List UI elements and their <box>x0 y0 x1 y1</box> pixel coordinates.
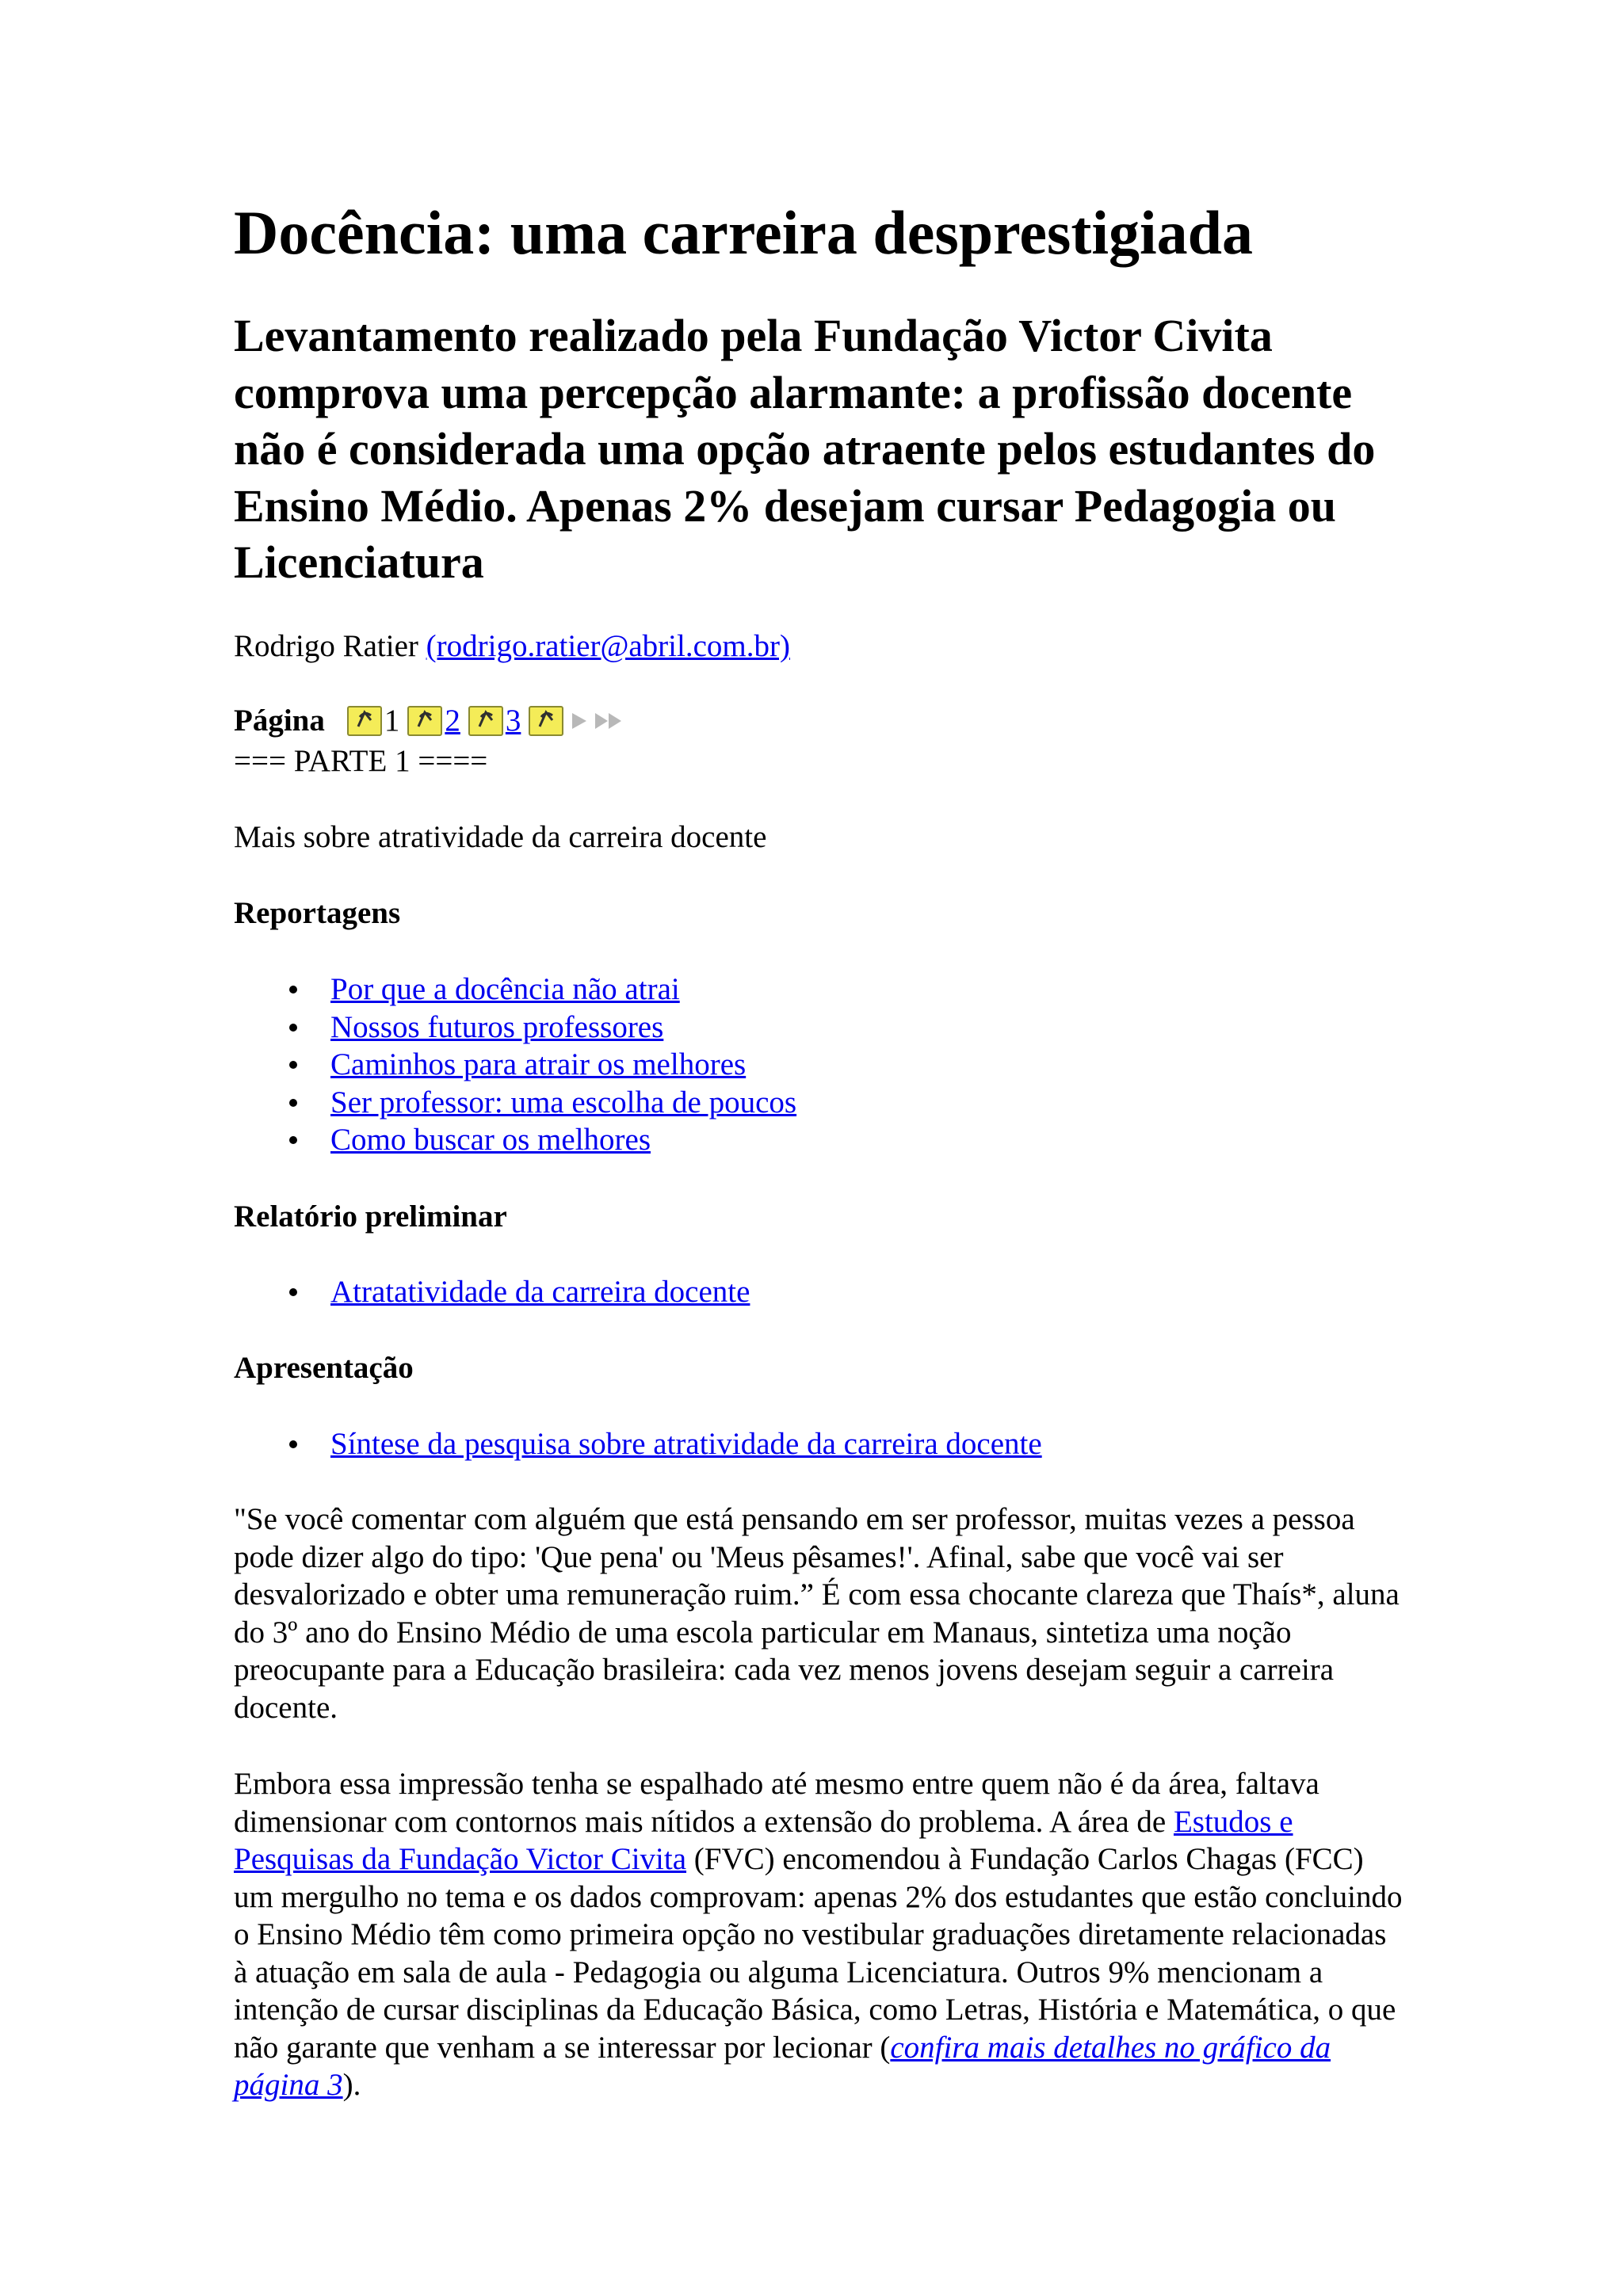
page-nav-icon[interactable] <box>347 706 382 736</box>
reportagens-list <box>234 971 796 1159</box>
bullet <box>289 1024 297 1032</box>
link-caminhos[interactable]: Caminhos para atrair os melhores <box>330 1047 747 1081</box>
link-sintese[interactable]: Síntese da pesquisa sobre atratividade da carreira docente <box>330 1427 1042 1461</box>
link-estudos-pesquisas[interactable]: Estudos e Pesquisas da Fundação Victor Civita <box>234 1804 1293 1876</box>
link-atratividade[interactable]: Atratatividade da carreira docente <box>330 1275 750 1309</box>
author-name: Rodrigo Ratier <box>234 629 426 663</box>
page-2-link[interactable]: 2 <box>445 704 460 738</box>
page-3-link[interactable]: 3 <box>505 704 521 738</box>
link-como-buscar[interactable]: Como buscar os melhores <box>330 1123 651 1157</box>
page-nav-icon[interactable] <box>468 706 503 736</box>
page-title: Docência: uma carreira desprestigiada <box>234 198 1254 267</box>
list-item <box>234 1084 796 1122</box>
apresentacao-list <box>234 1425 1042 1463</box>
author-line <box>234 627 790 666</box>
paragraph-quote: "Se você comentar com alguém que está pensando em ser professor, muitas vezes a pessoa pode dizer algo do tipo: 'Que pena' ou 'Meus pêsames!'. Afinal, sabe que você vai ser desvalorizado e obter uma remuneração ruim.” É com essa chocante clareza que Thaís*, aluna do 3º ano do Ensino Médio de uma escola particular em Manaus, sintetiza uma noção preocupante para a Educação brasileira: cada vez menos jovens desejam seguir a carreira docente. <box>234 1502 1400 1725</box>
paragraph-survey <box>234 1765 1407 2104</box>
section-heading-reportagens: Reportagens <box>234 896 401 930</box>
page-1-current: 1 <box>384 704 400 738</box>
pagination <box>234 702 624 740</box>
next-page-icon[interactable] <box>569 711 590 731</box>
author-email-link[interactable]: (rodrigo.ratier@abril.com.br) <box>426 629 790 663</box>
bullet <box>289 1288 297 1296</box>
paragraph-text: ). <box>342 2068 361 2102</box>
last-page-icon[interactable] <box>593 711 624 731</box>
page-nav-icon[interactable] <box>407 706 442 736</box>
link-ser-professor[interactable]: Ser professor: uma escolha de poucos <box>330 1085 797 1119</box>
list-item <box>234 1121 796 1159</box>
section-heading-relatorio: Relatório preliminar <box>234 1199 507 1234</box>
pager-label: Página <box>234 704 325 738</box>
paragraph-text: (FVC) encomendou à Fundação Carlos Chagas (FCC) um mergulho no tema e os dados comprovam: apenas 2% dos estudantes que estão concluindo o Ensino Médio têm como primeira opção no vestibular graduações diretamente relacionadas à atuação em sala de aula - Pedagogia ou alguma Licenciatura. Outros 9% mencionam a intenção de cursar disciplinas da Educação Básica, como Letras, História e Matemática, o que não garante que venham a se interessar por lecionar ( <box>234 1842 1403 2065</box>
bullet <box>289 1136 297 1144</box>
bullet <box>289 1061 297 1069</box>
relatorio-list <box>234 1273 750 1311</box>
list-item <box>234 1273 750 1311</box>
list-item <box>234 1009 796 1047</box>
link-por-que-docencia[interactable]: Por que a docência não atrai <box>330 972 680 1006</box>
link-grafico-pagina-3[interactable]: confira mais detalhes no gráfico da página 3 <box>234 2030 1331 2102</box>
more-about-heading: Mais sobre atratividade da carreira docente <box>234 820 767 854</box>
bullet <box>289 1099 297 1107</box>
list-item <box>234 1046 796 1084</box>
subtitle: Levantamento realizado pela Fundação Victor Civita comprova uma percepção alarmante: a profissão docente não é considerada uma opção atraente pelos estudantes do Ensino Médio. Apenas 2% desejam cursar Pedagogia ou Licenciatura <box>234 310 1376 588</box>
bullet <box>289 986 297 994</box>
list-item <box>234 1425 1042 1463</box>
page-nav-icon[interactable] <box>529 706 563 736</box>
paragraph-text: Embora essa impressão tenha se espalhado até mesmo entre quem não é da área, faltava dimensionar com contornos mais nítidos a extensão do problema. A área de <box>234 1767 1319 1839</box>
link-futuros-professores[interactable]: Nossos futuros professores <box>330 1009 664 1044</box>
bullet <box>289 1440 297 1448</box>
list-item <box>234 971 796 1009</box>
part-marker: === PARTE 1 ==== <box>234 744 488 778</box>
section-heading-apresentacao: Apresentação <box>234 1351 414 1385</box>
